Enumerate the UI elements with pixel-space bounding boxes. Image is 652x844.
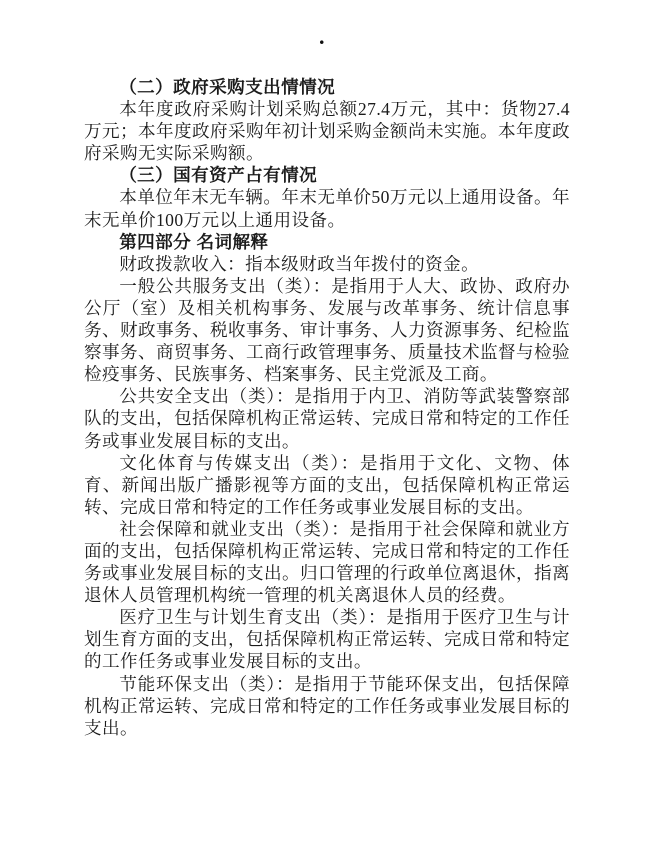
paragraph-culture-sports-media: 文化体育与传媒支出（类）：是指用于文化、文物、体育、新闻出版广播影视等方面的支出，包括保障机构正常运转、完成日常和特定的工作任务或事业发展目标的支出。 [84, 452, 570, 517]
heading-government-procurement-expenditure: （二）政府采购支出情情况 [119, 77, 336, 97]
paragraph-fiscal-appropriation-income: 财政拨款收入：指本级财政当年拨付的资金。 [119, 253, 480, 274]
paragraph-social-security-employment: 社会保障和就业支出（类）：是指用于社会保障和就业方面的支出，包括保障机构正常运转、完成日常和特定的工作任务或事业发展目标的支出。归口管理的行政单位离退休，指离退休人员管理机构统一管理的机关离退休人员的经费。 [84, 518, 570, 606]
heading-state-owned-assets: （三）国有资产占有情况 [119, 165, 318, 186]
document-content [84, 76, 570, 739]
heading-part-four-glossary: 第四部分 名词解释 [119, 231, 269, 252]
paragraph-general-public-services: 一般公共服务支出（类）：是指用于人大、政协、政府办公厅（室）及相关机构事务、发展与改革事务、统计信息事务、财政事务、税收事务、审计事务、人力资源事务、纪检监察事务、商贸事务、工商行政管理事务、质量技术监督与检验检疫事务、民族事务、档案事务、民主党派及工商。 [84, 275, 570, 385]
paragraph-assets-details: 本单位年末无车辆。年末无单价50万元以上通用设备。年末无单价100万元以上通用设备。 [84, 187, 570, 230]
paragraph-energy-conservation-environment: 节能环保支出（类）：是指用于节能环保支出，包括保障机构正常运转、完成日常和特定的工作任务或事业发展目标的支出。 [84, 673, 570, 738]
page-top-dot-mark: . [319, 24, 325, 49]
paragraph-public-security: 公共安全支出（类）：是指用于内卫、消防等武装警察部队的支出，包括保障机构正常运转、完成日常和特定的工作任务或事业发展目标的支出。 [84, 386, 570, 451]
paragraph-procurement-details: 本年度政府采购计划采购总额27.4万元，其中：货物27.4万元；本年度政府采购年初计划采购金额尚未实施。本年度政府采购无实际采购额。 [84, 99, 570, 164]
paragraph-medical-health-family-planning: 医疗卫生与计划生育支出（类）：是指用于医疗卫生与计划生育方面的支出，包括保障机构正常运转、完成日常和特定的工作任务或事业发展目标的支出。 [84, 607, 570, 672]
